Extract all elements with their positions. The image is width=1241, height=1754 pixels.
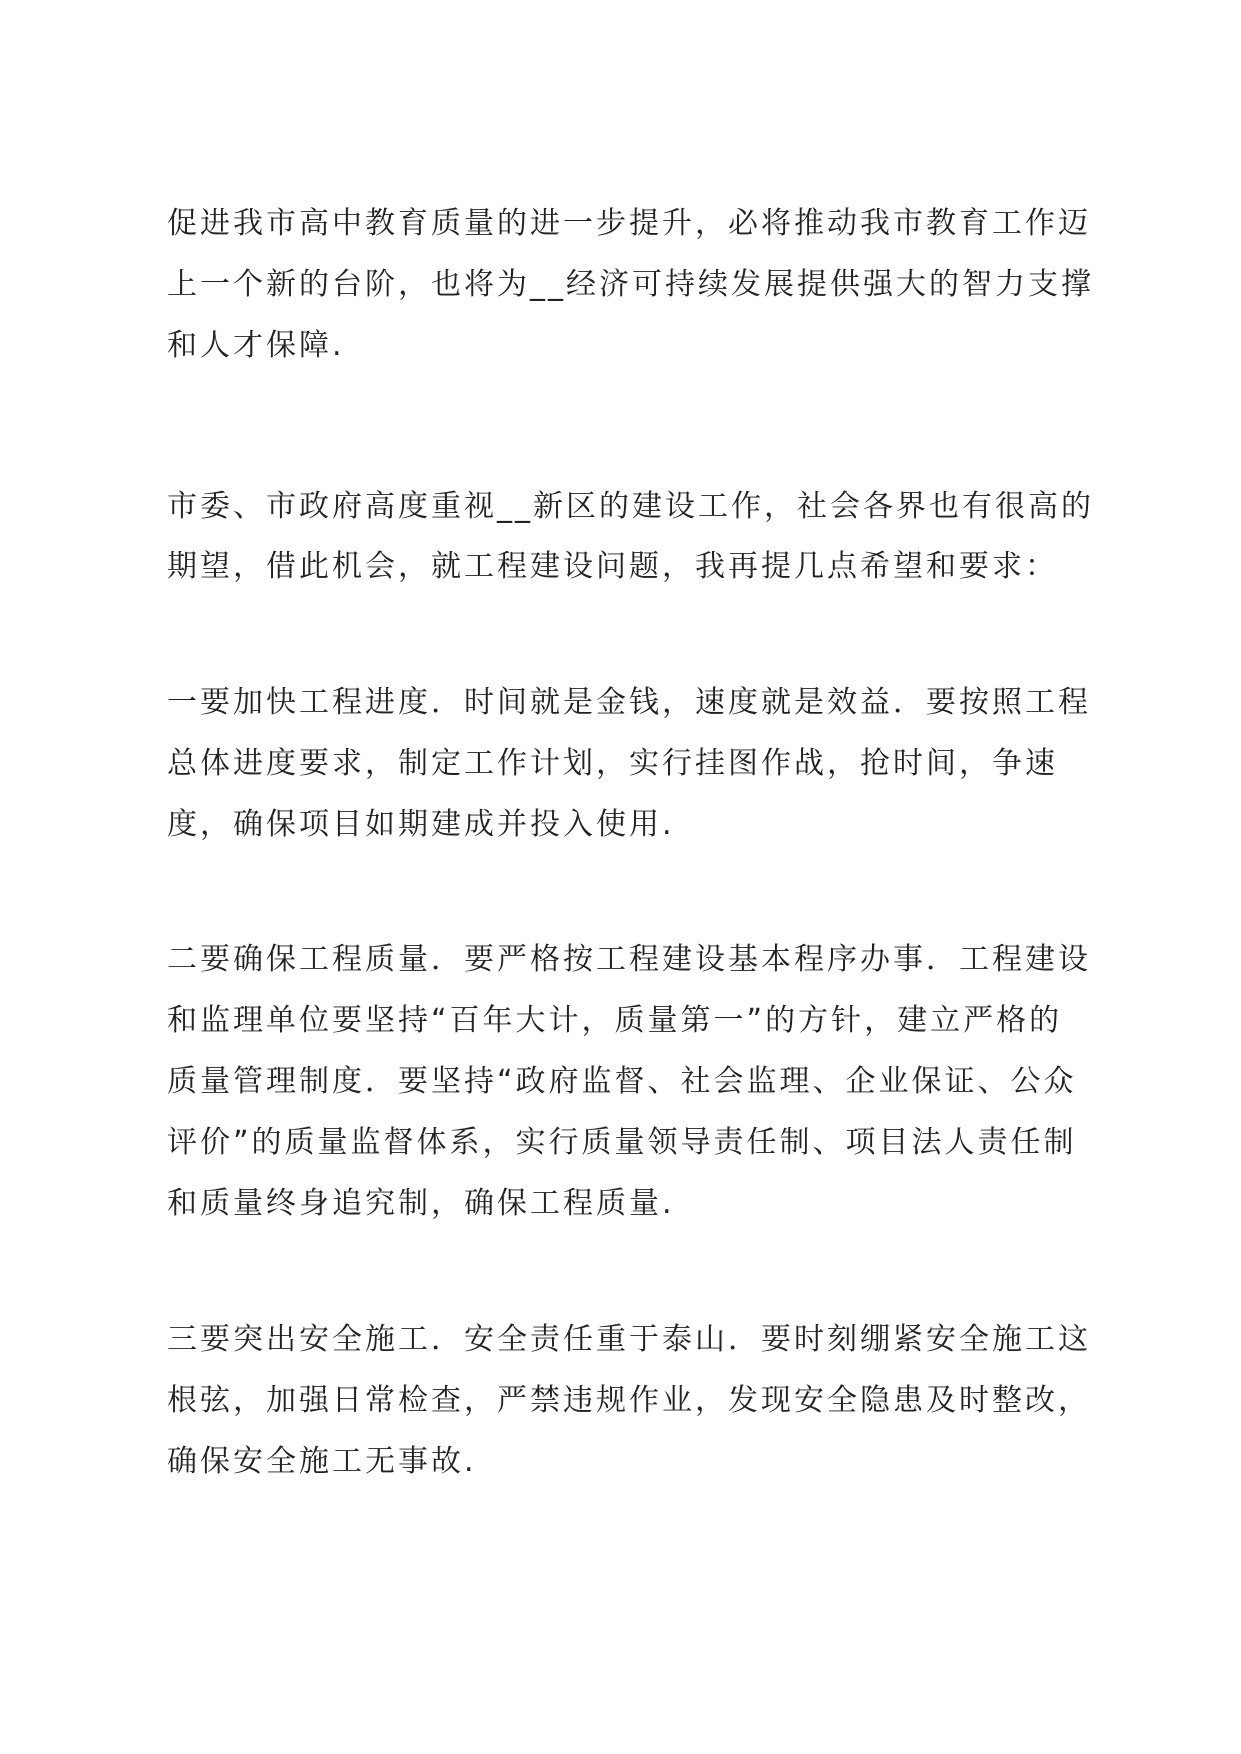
paragraph-4-line-2: 和监理单位要坚持“百年大计，质量第一”的方针，建立严格的 [167, 1003, 1063, 1038]
paragraph-4-line-4: 评价”的质量监督体系，实行质量领导责任制、项目法人责任制 [167, 1125, 1077, 1160]
paragraph-1-line-3: 和人才保障. [167, 328, 345, 363]
paragraph-4-line-1: 二要确保工程质量．要严格按工程建设基本程序办事．工程建设 [167, 942, 1091, 977]
paragraph-5-line-2: 根弦，加强日常检查，严禁违规作业，发现安全隐患及时整改， [167, 1383, 1091, 1418]
paragraph-3-line-1: 一要加快工程进度．时间就是金钱，速度就是效益．要按照工程 [167, 685, 1091, 720]
paragraph-5-line-1: 三要突出安全施工．安全责任重于泰山．要时刻绷紧安全施工这 [167, 1322, 1091, 1357]
paragraph-3-line-2: 总体进度要求，制定工作计划，实行挂图作战，抢时间，争速 [167, 746, 1058, 781]
paragraph-2-line-2: 期望，借此机会，就工程建设问题，我再提几点希望和要求： [167, 549, 1058, 584]
paragraph-1-line-1: 促进我市高中教育质量的进一步提升，必将推动我市教育工作迈 [167, 206, 1091, 241]
paragraph-4-line-5: 和质量终身追究制，确保工程质量. [167, 1186, 675, 1221]
paragraph-5-line-3: 确保安全施工无事故. [167, 1444, 477, 1479]
paragraph-4-line-3: 质量管理制度．要坚持“政府监督、社会监理、企业保证、公众 [167, 1064, 1077, 1099]
paragraph-3-line-3: 度，确保项目如期建成并投入使用. [167, 807, 675, 842]
paragraph-1-line-2: 上一个新的台阶，也将为__经济可持续发展提供强大的智力支撑 [167, 267, 1094, 302]
paragraph-2-line-1: 市委、市政府高度重视__新区的建设工作，社会各界也有很高的 [167, 489, 1094, 524]
